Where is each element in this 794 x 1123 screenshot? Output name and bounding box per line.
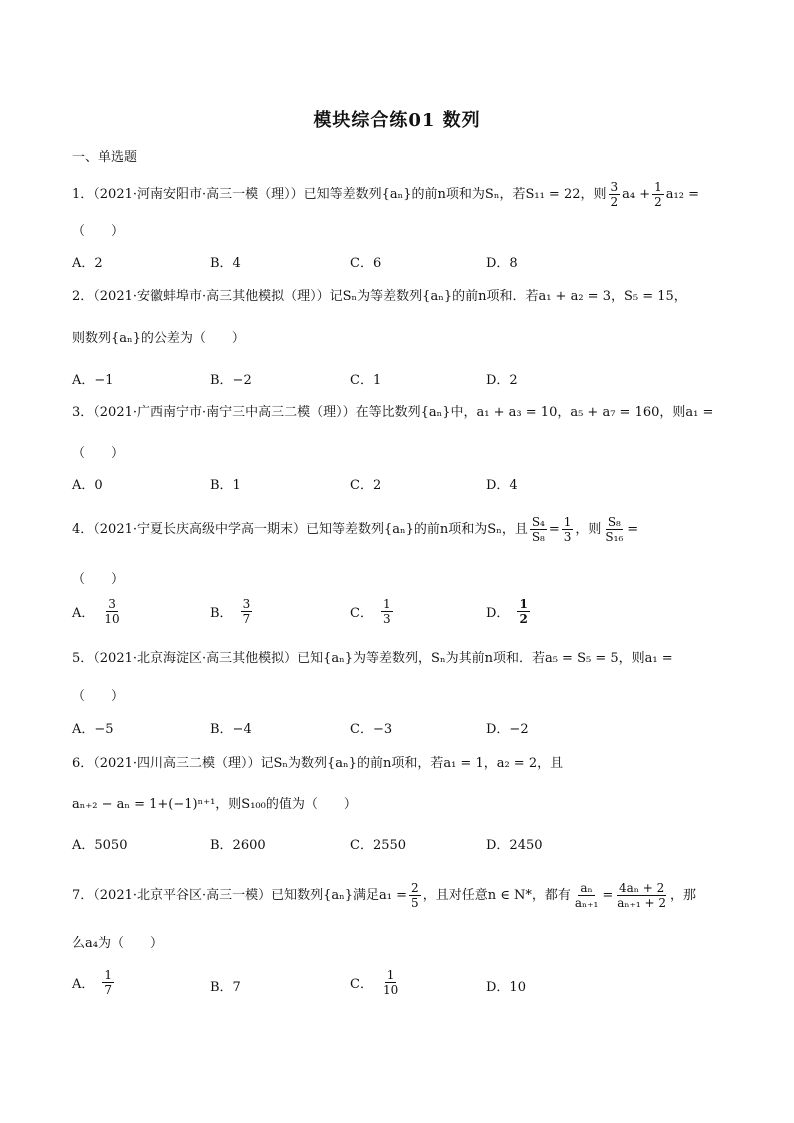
- question-3: 3．（2021·广西南宁市·南宁三中高三二模（理））在等比数列{aₙ}中，a₁ + a₃ = 10，a₅ + a₇ = 160，则a₁ =: [72, 405, 714, 420]
- question-1: 1．（2021·河南安阳市·高三一模（理））已知等差数列{aₙ}的前n项和为Sₙ，若S₁₁ = 22，则 $\frac{3}{2}$ a₄ + $\frac{1}{2}$ a₁₂ =: [72, 180, 699, 209]
- question-7-line2: 么a₄为（ ）: [72, 936, 163, 951]
- options-q3: [72, 474, 732, 504]
- options-q4: [72, 597, 732, 627]
- option-a[interactable]: A． $\frac{1}{7}$: [72, 968, 113, 997]
- option-b[interactable]: B．2600: [210, 838, 266, 853]
- fraction: $\frac{3}{2}$: [610, 180, 619, 209]
- option-a[interactable]: A． $\frac{3}{10}$: [72, 597, 120, 626]
- option-d[interactable]: D．2: [486, 373, 518, 388]
- question-6-line2: aₙ₊₂ − aₙ = 1+(−1)ⁿ⁺¹，则S₁₀₀的值为（ ）: [72, 797, 357, 812]
- options-q6: [72, 834, 732, 864]
- option-a[interactable]: A．2: [72, 256, 103, 271]
- option-c[interactable]: C．2550: [350, 838, 407, 853]
- options-q2: [72, 369, 732, 399]
- fraction: $\frac{\text{4aₙ + 2}}{\text{aₙ₊₁ + 2}}$: [617, 881, 667, 910]
- section-heading: 一、单选题: [72, 150, 138, 165]
- option-d[interactable]: D．−2: [486, 722, 529, 737]
- option-d[interactable]: D．10: [486, 980, 526, 995]
- fraction: $\frac{\text{S₈}}{\text{S₁₆}}$: [605, 515, 624, 544]
- option-b[interactable]: B．−2: [210, 373, 252, 388]
- option-d[interactable]: D． $\frac{1}{2}$: [486, 597, 528, 626]
- option-a[interactable]: A．−1: [72, 373, 114, 388]
- option-b[interactable]: B．7: [210, 980, 241, 995]
- answer-paren: （ ）: [72, 689, 125, 704]
- question-4: 4．（2021·宁夏长庆高级中学高一期末）已知等差数列{aₙ}的前n项和为Sₙ，且 $\frac{\text{S₄}}{\text{S₈}}$ = $\frac{1}{3}$ ，则 $\frac{\text{S₈}}{\text{S₁₆}}$ =: [72, 515, 639, 544]
- question-2-line2: 则数列{aₙ}的公差为（ ）: [72, 331, 245, 346]
- options-q5: [72, 718, 732, 748]
- option-b[interactable]: B．4: [210, 256, 241, 271]
- option-a[interactable]: A．5050: [72, 838, 128, 853]
- option-b[interactable]: B．1: [210, 478, 241, 493]
- option-d[interactable]: D．2450: [486, 838, 543, 853]
- option-b[interactable]: B．−4: [210, 722, 252, 737]
- fraction: $\frac{1}{3}$: [563, 515, 572, 544]
- option-b[interactable]: B． $\frac{3}{7}$: [210, 597, 251, 626]
- answer-paren: （ ）: [72, 446, 125, 461]
- answer-paren: （ ）: [72, 224, 125, 239]
- question-6: 6．（2021·四川高三二模（理））记Sₙ为数列{aₙ}的前n项和，若a₁ = 1，a₂ = 2，且: [72, 756, 564, 771]
- question-7: 7．（2021·北京平谷区·高三一模）已知数列{aₙ}满足a₁ = $\frac{2}{5}$ ，且对任意n ∈ N*，都有 $\frac{\text{aₙ}}{\text{aₙ₊₁}}$ = $\frac{\text{4aₙ + 2}}{\text{aₙ₊₁ + 2}}$ ，那: [72, 881, 697, 910]
- option-c[interactable]: C． $\frac{1}{3}$: [350, 597, 391, 626]
- fraction: $\frac{\text{S₄}}{\text{S₈}}$: [531, 515, 545, 544]
- option-c[interactable]: C． $\frac{1}{10}$: [350, 968, 399, 997]
- options-q7: [72, 968, 732, 998]
- option-c[interactable]: C．1: [350, 373, 382, 388]
- option-d[interactable]: D．8: [486, 256, 518, 271]
- option-a[interactable]: A．−5: [72, 722, 114, 737]
- page-title: 模块综合练01 数列: [313, 110, 481, 131]
- question-5: 5．（2021·北京海淀区·高三其他模拟）已知{aₙ}为等差数列，Sₙ为其前n项和．若a₅ = S₅ = 5，则a₁ =: [72, 651, 673, 666]
- option-d[interactable]: D．4: [486, 478, 518, 493]
- option-c[interactable]: C．−3: [350, 722, 393, 737]
- option-c[interactable]: C．2: [350, 478, 382, 493]
- question-2: 2．（2021·安徽蚌埠市·高三其他模拟（理））记Sₙ为等差数列{aₙ}的前n项和．若a₁ + a₂ = 3，S₅ = 15，: [72, 289, 687, 304]
- option-a[interactable]: A．0: [72, 478, 103, 493]
- option-c[interactable]: C．6: [350, 256, 382, 271]
- fraction: $\frac{\text{aₙ}}{\text{aₙ₊₁}}$: [574, 881, 599, 910]
- answer-paren: （ ）: [72, 572, 125, 587]
- fraction: $\frac{2}{5}$: [411, 881, 419, 910]
- fraction: $\frac{1}{2}$: [654, 180, 662, 209]
- options-q1: [72, 252, 732, 282]
